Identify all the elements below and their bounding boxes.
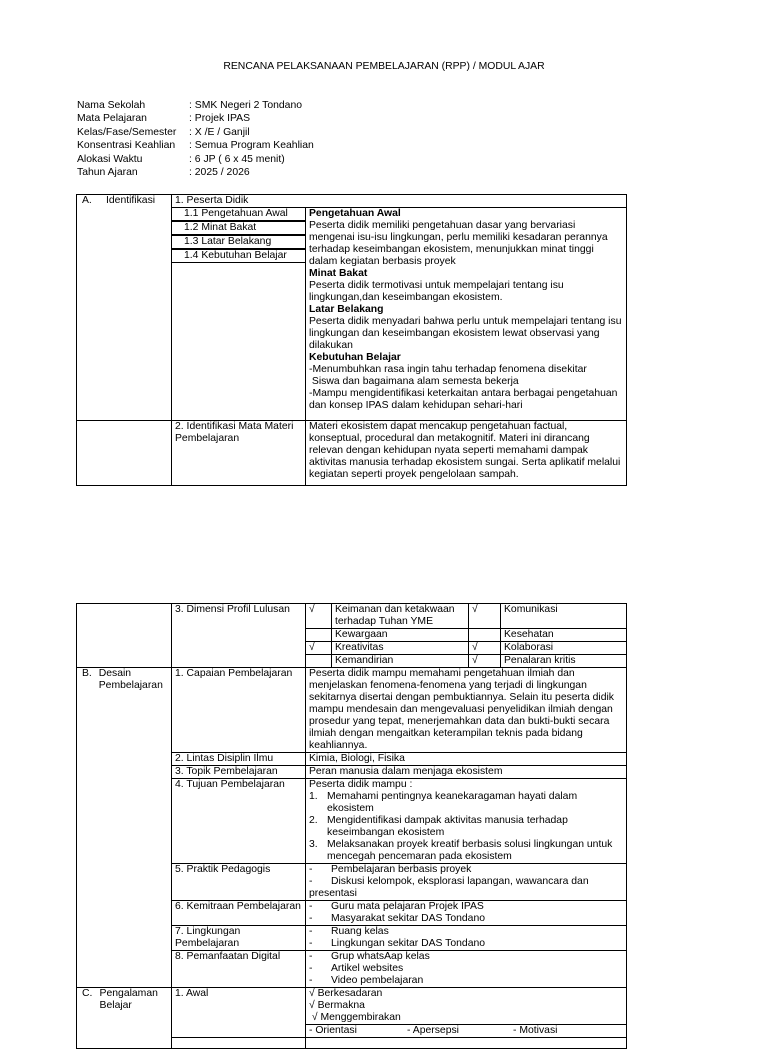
info-value: : X /E / Ganjil <box>189 126 250 138</box>
desain-table <box>76 603 627 1049</box>
info-value: : 2025 / 2026 <box>189 166 250 178</box>
latar-heading: Latar Belakang <box>309 304 384 315</box>
list-item: - Artikel websites <box>309 963 404 974</box>
info-row <box>77 167 314 180</box>
table-row <box>77 604 627 629</box>
table-row <box>77 988 627 1025</box>
section-title: Desain Pembelajaran <box>98 668 163 691</box>
list-text: Melaksanakan proyek kreatif berbasis solusi lingkungan untuk mencegah pencemaran pada ekosistem <box>327 839 613 862</box>
topik-label: 3. Topik Pembelajaran <box>172 766 306 779</box>
info-row <box>77 154 314 167</box>
section-letter: B. <box>82 668 92 679</box>
materi-text: Materi ekosistem dapat mencakup pengetahuan factual, konseptual, procedural dan metakognitif. Materi ini dirancang relevan dengan kehidupan nyata seperti memahami dampak aktivitas manusia terhadap ekosistem sungai. Serta aplikatif melalui kegiatan seperti proyek pengelolaan sampah. <box>306 421 627 486</box>
info-label: Kelas/Fase/Semester <box>77 126 177 138</box>
check-mark: √ <box>469 604 501 629</box>
list-item: - Masyarakat sekitar DAS Tondano <box>309 913 486 924</box>
info-label: Tahun Ajaran <box>77 166 138 178</box>
check-mark <box>306 629 332 642</box>
tujuan-content <box>306 779 627 864</box>
dimensi-item: Kolaborasi <box>501 642 627 655</box>
section-title: Identifikasi <box>106 195 156 206</box>
list-text: Artikel websites <box>331 963 404 974</box>
apersepsi-label: - Apersepsi <box>407 1025 459 1036</box>
section-title: Pengalaman Belajar <box>99 988 158 1011</box>
dimensi-label: 3. Dimensi Profil Lulusan <box>172 604 306 668</box>
list-item <box>309 839 623 863</box>
info-row <box>77 127 314 140</box>
subitem-kebutuhan: 1.4 Kebutuhan Belajar <box>172 249 305 263</box>
empty-cell <box>306 1038 627 1049</box>
empty-cell <box>172 1038 306 1049</box>
info-label: Konsentrasi Keahlian <box>77 140 176 152</box>
kebutuhan-item: Siswa dan bagaimana alam semesta bekerja <box>309 376 519 387</box>
info-value: : SMK Negeri 2 Tondano <box>189 100 303 111</box>
topik-text: Peran manusia dalam menjaga ekosistem <box>306 766 627 779</box>
kebutuhan-item: -Mampu mengidentifikasi keterkaitan antara berbagai pengetahuan dan konsep IPAS dalam kehidupan sehari-hari <box>309 388 618 411</box>
materi-label <box>172 421 306 486</box>
info-row <box>77 113 314 126</box>
digital-content <box>306 951 627 988</box>
table-row <box>77 421 627 486</box>
dimensi-item: Penalaran kritis <box>501 655 627 668</box>
document-title: RENCANA PELAKSANAAN PEMBELAJARAN (RPP) / MODUL AJAR <box>223 61 545 72</box>
digital-label: 8. Pemanfaatan Digital <box>172 951 306 988</box>
list-text: Masyarakat sekitar DAS Tondano <box>331 913 486 924</box>
check-mark: √ <box>469 642 501 655</box>
kebutuhan-heading: Kebutuhan Belajar <box>309 352 401 363</box>
info-value: : Projek IPAS <box>189 113 251 125</box>
minat-text: Peserta didik termotivasi untuk mempelajari tentang isu lingkungan,dan keseimbangan ekosistem. <box>309 280 564 303</box>
list-text: Mengidentifikasi dampak aktivitas manusia terhadap keseimbangan ekosistem <box>327 815 568 838</box>
kebutuhan-item: -Menumbuhkan rasa ingin tahu terhadap fenomena disekitar <box>309 364 587 375</box>
section-b-cell <box>77 668 172 988</box>
dimensi-item: Komunikasi <box>501 604 627 629</box>
info-label: Mata Pelajaran <box>77 113 147 125</box>
section-a-cell <box>77 195 172 421</box>
check-mark: √ <box>306 604 332 629</box>
table-row <box>77 195 627 208</box>
list-item: - Grup whatsAap kelas <box>309 951 430 962</box>
motivasi-label: - Motivasi <box>513 1025 558 1036</box>
check-mark: √ <box>306 642 332 655</box>
list-item: - Diskusi kelompok, eksplorasi lapangan, wawancara dan presentasi <box>309 876 589 899</box>
empty-cell <box>77 421 172 486</box>
section-c-cell <box>77 988 172 1049</box>
praktik-content <box>306 864 627 901</box>
list-item: - Pembelajaran berbasis proyek <box>309 864 472 875</box>
list-text: Lingkungan sekitar DAS Tondano <box>331 938 486 949</box>
materi-label-text: 2. Identifikasi Mata Materi Pembelajaran <box>175 421 294 444</box>
capaian-text: Peserta didik mampu memahami pengetahuan ilmiah dan menjelaskan fenomena-fenomena yang terjadi di lingkungan sekitarnya disertai dengan pembuktiannya. Selain itu peserta didik mampu mendesain dan mengevaluasi penyelidikan ilmiah dengan prosedur yang tepat, menerjemahkan data dan bukti-bukti secara ilmiah dengan mengaitkan keterampilan teknis pada bidang keahliannya. <box>306 668 627 753</box>
kemitraan-content <box>306 901 627 926</box>
identity-block <box>77 100 314 180</box>
section-letter: A. <box>82 195 92 206</box>
lingkungan-label: 7. Lingkungan Pembelajaran <box>172 926 306 951</box>
info-label: Nama Sekolah <box>77 100 146 111</box>
list-number: 3. <box>309 839 318 850</box>
list-text: Guru mata pelajaran Projek IPAS <box>331 901 484 912</box>
section-letter: C. <box>82 988 93 999</box>
pengetahuan-text: Peserta didik memiliki pengetahuan dasar yang bervariasi mengenai isu-isu lingkungan, perlu memiliki kesadaran perannya terhadap keseimbangan ekosistem, menunjukkan minat tinggi dalam kegiatan berbasis proyek <box>309 220 608 267</box>
dimensi-item: Keimanan dan ketakwaan terhadap Tuhan YME <box>332 604 469 629</box>
list-number: 1. <box>309 791 318 802</box>
dimensi-item: Kesehatan <box>501 629 627 642</box>
info-value: : Semua Program Keahlian <box>189 140 314 152</box>
tujuan-intro: Peserta didik mampu : <box>309 779 413 790</box>
kemitraan-label: 6. Kemitraan Pembelajaran <box>172 901 306 926</box>
awal-content <box>306 988 627 1025</box>
lintas-text: Kimia, Biologi, Fisika <box>306 753 627 766</box>
orientasi-label: - Orientasi <box>309 1025 357 1036</box>
awal-label: 1. Awal <box>172 988 306 1038</box>
check-mark <box>469 629 501 642</box>
peserta-didik-content <box>306 208 627 421</box>
info-row <box>77 100 314 113</box>
capaian-label: 1. Capaian Pembelajaran <box>172 668 306 753</box>
list-item: - Guru mata pelajaran Projek IPAS <box>309 901 484 912</box>
list-item: - Lingkungan sekitar DAS Tondano <box>309 938 486 949</box>
dimensi-item: Kewargaan <box>332 629 469 642</box>
dimensi-item: Kreativitas <box>332 642 469 655</box>
empty-cell <box>77 604 172 668</box>
list-item <box>309 791 623 815</box>
pengetahuan-heading: Pengetahuan Awal <box>309 208 401 219</box>
dimensi-item: Kemandirian <box>332 655 469 668</box>
list-item: - Video pembelajaran <box>309 975 424 986</box>
list-text: Grup whatsAap kelas <box>331 951 430 962</box>
check-mark: √ <box>469 655 501 668</box>
list-text: Pembelajaran berbasis proyek <box>331 864 472 875</box>
awal-subitems <box>306 1025 627 1038</box>
list-item: √ Berkesadaran <box>309 988 383 999</box>
check-mark <box>306 655 332 668</box>
list-text: Diskusi kelompok, eksplorasi lapangan, wawancara dan presentasi <box>309 876 589 899</box>
praktik-label: 5. Praktik Pedagogis <box>172 864 306 901</box>
identifikasi-table <box>76 194 627 486</box>
table-row <box>77 668 627 753</box>
list-text: Ruang kelas <box>331 926 389 937</box>
subitem-cell <box>172 208 306 421</box>
info-value: : 6 JP ( 6 x 45 menit) <box>189 153 285 165</box>
info-row <box>77 140 314 153</box>
list-number: 2. <box>309 815 318 826</box>
list-item <box>309 815 623 839</box>
tujuan-label: 4. Tujuan Pembelajaran <box>172 779 306 864</box>
subitem-latar: 1.3 Latar Belakang <box>172 235 305 249</box>
peserta-didik-label: 1. Peserta Didik <box>172 195 627 208</box>
list-item: - Ruang kelas <box>309 926 389 937</box>
list-text: Memahami pentingnya keanekaragaman hayati dalam ekosistem <box>327 791 578 814</box>
list-text: Video pembelajaran <box>331 975 424 986</box>
subitem-pengetahuan: 1.1 Pengetahuan Awal <box>172 208 305 221</box>
subitem-minat: 1.2 Minat Bakat <box>172 221 305 235</box>
list-item: √ Menggembirakan <box>309 1012 401 1023</box>
info-label: Alokasi Waktu <box>77 153 143 165</box>
lingkungan-content <box>306 926 627 951</box>
lintas-label: 2. Lintas Disiplin Ilmu <box>172 753 306 766</box>
list-item: √ Bermakna <box>309 1000 365 1011</box>
minat-heading: Minat Bakat <box>309 268 368 279</box>
latar-text: Peserta didik menyadari bahwa perlu untuk mempelajari tentang isu lingkungan dan keseimbangan ekosistem lewat observasi yang dilakukan <box>309 316 622 351</box>
